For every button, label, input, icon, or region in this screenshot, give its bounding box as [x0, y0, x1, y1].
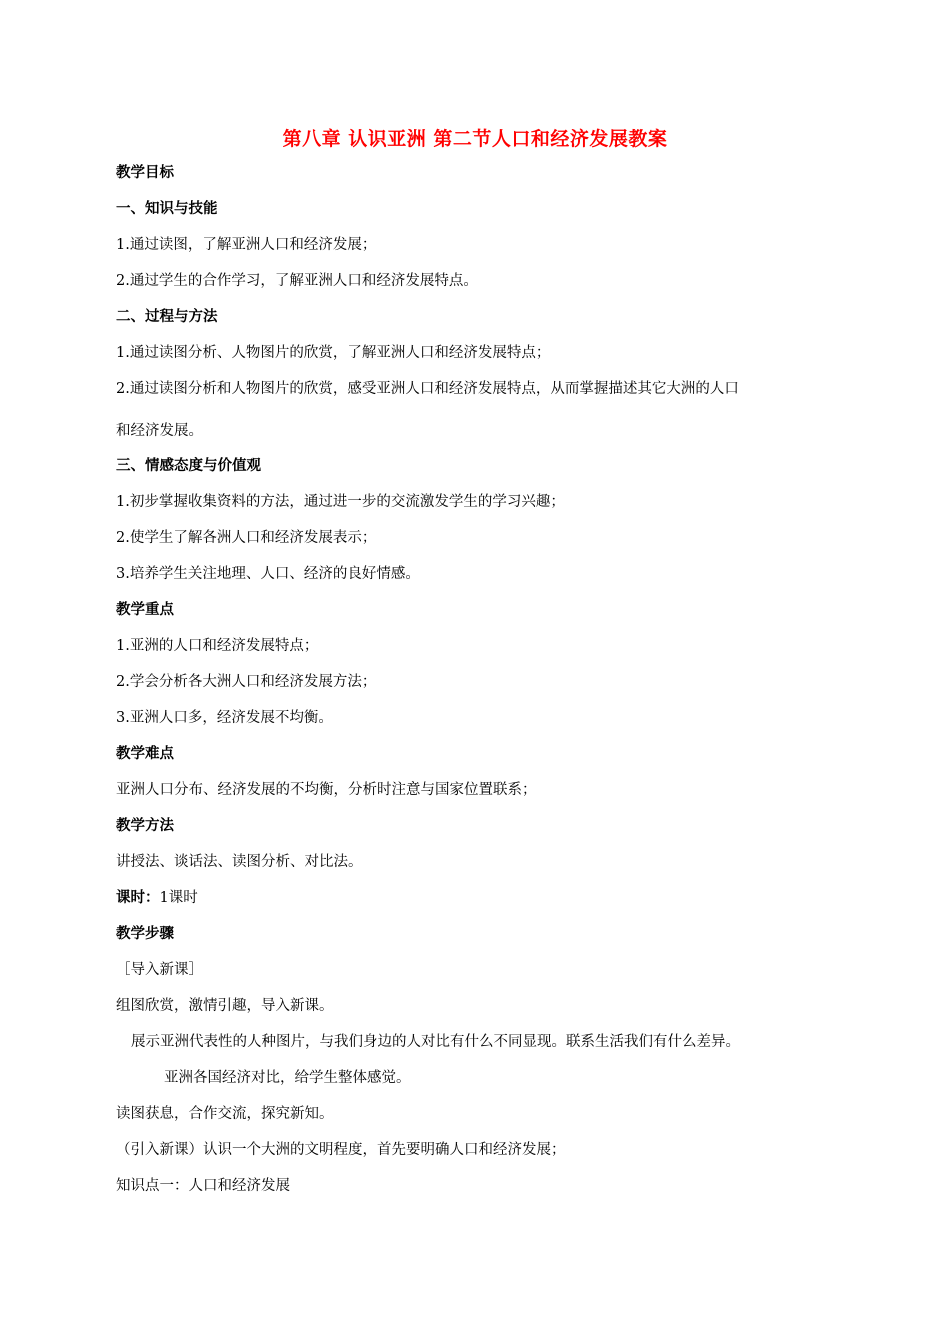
difficulties-heading: 教学难点	[116, 746, 174, 762]
methods-heading: 教学方法	[116, 818, 174, 834]
section2-item-2: 2.通过读图分析和人物图片的欣赏，感受亚洲人口和经济发展特点，从而掌握描述其它大洲的人口	[116, 381, 739, 397]
steps-line-4: 亚洲各国经济对比，给学生整体感觉。	[164, 1070, 411, 1086]
section3-heading: 三、情感态度与价值观	[116, 458, 261, 474]
document-title: 第八章 认识亚洲 第二节人口和经济发展教案	[282, 128, 668, 150]
objectives-heading: 教学目标	[116, 165, 174, 181]
methods-text: 讲授法、谈话法、读图分析、对比法。	[116, 854, 363, 870]
steps-line-3: 展示亚洲代表性的人种图片，与我们身边的人对比有什么不同显现。联系生活我们有什么差异。	[131, 1034, 740, 1050]
class-hours-label: 课时：	[116, 890, 160, 906]
section3-item-1: 1.初步掌握收集资料的方法，通过进一步的交流激发学生的学习兴趣；	[116, 494, 565, 510]
section2-heading: 二、过程与方法	[116, 309, 218, 325]
steps-line-5: 读图获息，合作交流，探究新知。	[116, 1106, 334, 1122]
key-point-3: 3.亚洲人口多，经济发展不均衡。	[116, 710, 333, 726]
section1-heading: 一、知识与技能	[116, 201, 218, 217]
class-hours	[116, 888, 198, 908]
section1-item-2: 2.通过学生的合作学习，了解亚洲人口和经济发展特点。	[116, 273, 478, 289]
steps-line-6: （引入新课）认识一个大洲的文明程度，首先要明确人口和经济发展；	[116, 1142, 566, 1158]
section1-item-1: 1.通过读图，了解亚洲人口和经济发展；	[116, 237, 377, 253]
steps-line-7: 知识点一：人口和经济发展	[116, 1178, 290, 1194]
difficulties-text: 亚洲人口分布、经济发展的不均衡，分析时注意与国家位置联系；	[116, 782, 537, 798]
key-point-1: 1.亚洲的人口和经济发展特点；	[116, 638, 319, 654]
section2-item-1: 1.通过读图分析、人物图片的欣赏，了解亚洲人口和经济发展特点；	[116, 345, 551, 361]
steps-line-1: ［导入新课］	[116, 962, 203, 978]
key-point-2: 2.学会分析各大洲人口和经济发展方法；	[116, 674, 377, 690]
section2-item-2-cont: 和经济发展。	[116, 423, 203, 439]
class-hours-value: 1课时	[159, 890, 198, 906]
steps-heading: 教学步骤	[116, 926, 174, 942]
section3-item-3: 3.培养学生关注地理、人口、经济的良好情感。	[116, 566, 420, 582]
section3-item-2: 2.使学生了解各洲人口和经济发展表示；	[116, 530, 377, 546]
key-points-heading: 教学重点	[116, 602, 174, 618]
steps-line-2: 组图欣赏，激情引趣，导入新课。	[116, 998, 334, 1014]
